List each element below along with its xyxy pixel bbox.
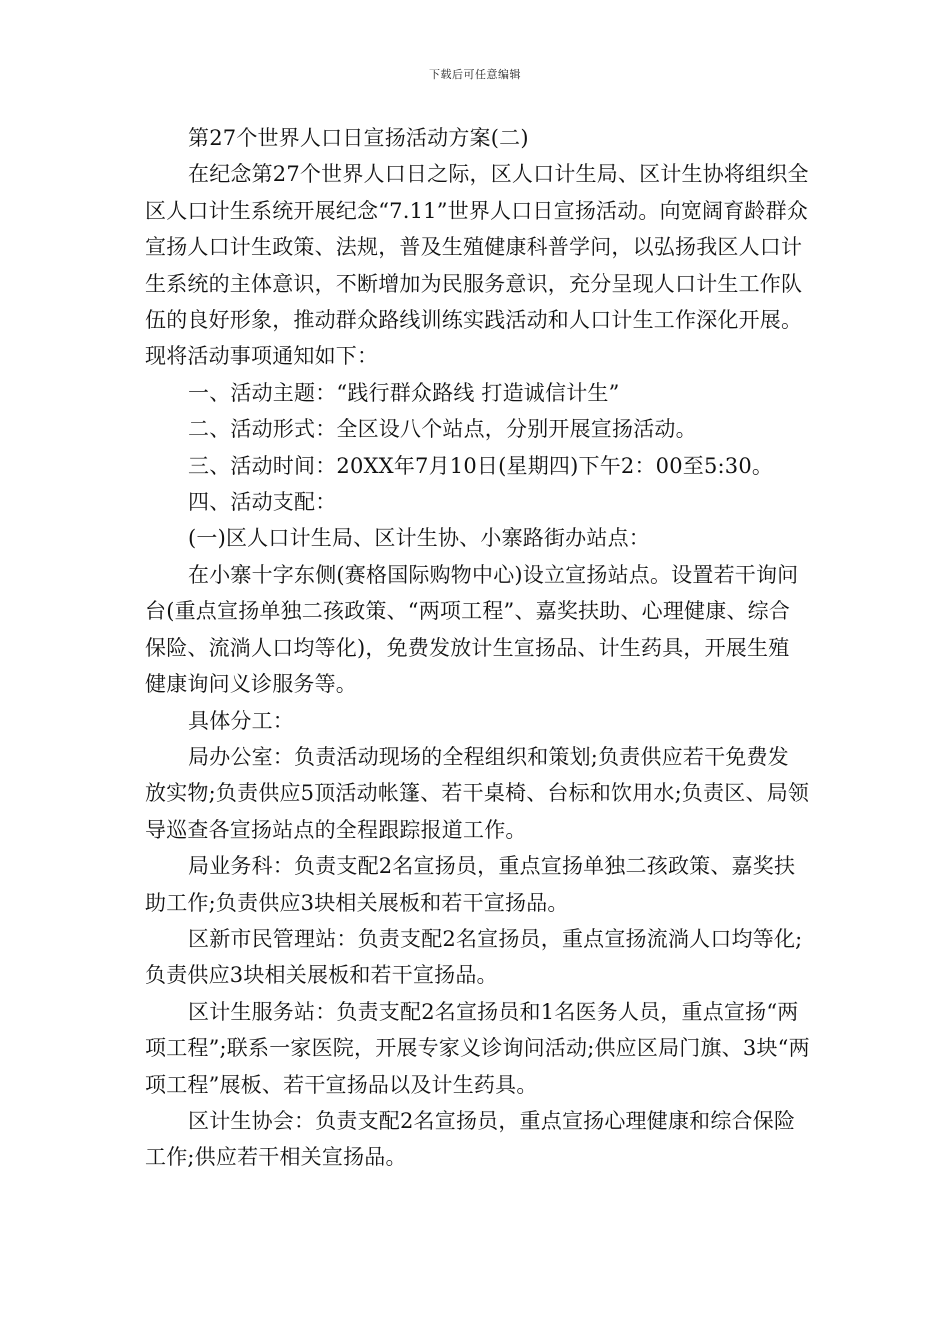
division-heading: 具体分工： xyxy=(188,708,294,733)
activity-arrangement-heading: 四、活动支配： xyxy=(188,490,337,515)
activity-time: 三、活动时间：20XX年7月10日(星期四)下午2：00至5:30。 xyxy=(188,453,774,478)
new-citizen-station-duties: 区新市民管理站：负责支配2名宣扬员，重点宣扬流淌人口均等化;负责供应3块相关展板和若干宣扬品。 xyxy=(145,926,803,988)
association-duties: 区计生协会：负责支配2名宣扬员，重点宣扬心理健康和综合保险工作;供应若干相关宣扬品。 xyxy=(145,1108,796,1170)
office-duties: 局办公室：负责活动现场的全程组织和策划;负责供应若干免费发放实物;负责供应5顶活动帐篷、若干桌椅、台标和饮用水;负责区、局领导巡查各宣扬站点的全程跟踪报道工作。 xyxy=(145,744,810,842)
document-body xyxy=(145,120,810,1176)
service-station-duties: 区计生服务站：负责支配2名宣扬员和1名医务人员，重点宣扬“两项工程”;联系一家医院，开展专家义诊询问活动;供应区局门旗、3块“两项工程”展板、若干宣扬品以及计生药具。 xyxy=(145,999,810,1097)
intro-paragraph: 在纪念第27个世界人口日之际，区人口计生局、区计生协将组织全区人口计生系统开展纪念“7.11”世界人口日宣扬活动。向宽阔育龄群众宣扬人口计生政策、法规，普及生殖健康科普学问，以弘扬我区人口计生系统的主体意识，不断增加为民服务意识，充分呈现人口计生工作队伍的良好形象，推动群众路线训练实践活动和人口计生工作深化开展。现将活动事项通知如下： xyxy=(145,162,809,369)
site-one-description: 在小寨十字东侧(赛格国际购物中心)设立宣扬站点。设置若干询问台(重点宣扬单独二孩政策、“两项工程”、嘉奖扶助、心理健康、综合保险、流淌人口均等化)，免费发放计生宣扬品、计生药具，开展生殖健康询问义诊服务等。 xyxy=(145,562,799,697)
activity-form: 二、活动形式：全区设八个站点，分别开展宣扬活动。 xyxy=(188,417,697,442)
header-note: 下载后可任意编辑 xyxy=(429,68,521,81)
document-title: 第27个世界人口日宣扬活动方案(二) xyxy=(188,126,529,150)
business-section-duties: 局业务科：负责支配2名宣扬员，重点宣扬单独二孩政策、嘉奖扶助工作;负责供应3块相关展板和若干宣扬品。 xyxy=(145,854,796,915)
activity-theme: 一、活动主题：“践行群众路线 打造诚信计生” xyxy=(188,380,620,405)
site-one-heading: (一)区人口计生局、区计生协、小寨路街办站点： xyxy=(188,526,650,551)
